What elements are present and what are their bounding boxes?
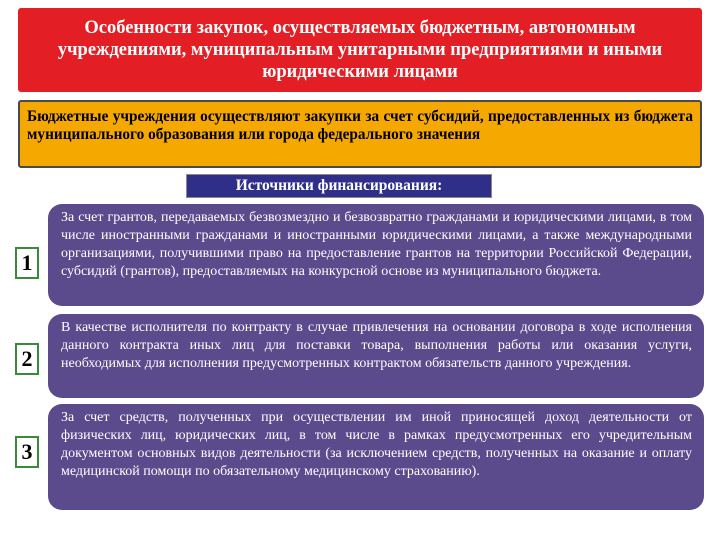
funding-source-item-1: За счет грантов, передаваемых безвозмездно и безвозвратно гражданами и юридическими лицами, в том числе иностранными гражданами и иностранными юридическими лицами, а также международными организациями, получившими право на предоставление грантов на территории Российской Федерации, субсидий (грантов), предоставляемых на конкурсной основе из муниципального бюджета. <box>48 204 704 306</box>
slide-title: Особенности закупок, осуществляемых бюджетным, автономным учреждениями, муниципальным унитарными предприятиями и иными юридическими лицами <box>18 8 702 92</box>
funding-source-item-2: В качестве исполнителя по контракту в случае привлечения на основании договора в ходе исполнения данного контракта иных лиц для поставки товара, выполнения работы или оказания услуги, необходимых для исполнения предусмотренных контрактом обязательств данного учреждения. <box>48 314 704 398</box>
item-number-1: 1 <box>15 247 39 279</box>
intro-text-box: Бюджетные учреждения осуществляют закупки за счет субсидий, предоставленных из бюджета муниципального образования или города федерального значения <box>18 100 702 168</box>
funding-sources-label: Источники финансирования: <box>186 174 492 198</box>
funding-source-item-3: За счет средств, полученных при осуществлении им иной приносящей доход деятельности от физических лиц, юридических лиц, в том числе в рамках предусмотренных его учредительным документом основных видов деятельности (за исключением средств, полученных на оказание и оплату медицинской помощи по обязательному медицинскому страхованию). <box>48 404 704 510</box>
item-number-2: 2 <box>15 343 39 375</box>
item-number-3: 3 <box>15 436 39 468</box>
